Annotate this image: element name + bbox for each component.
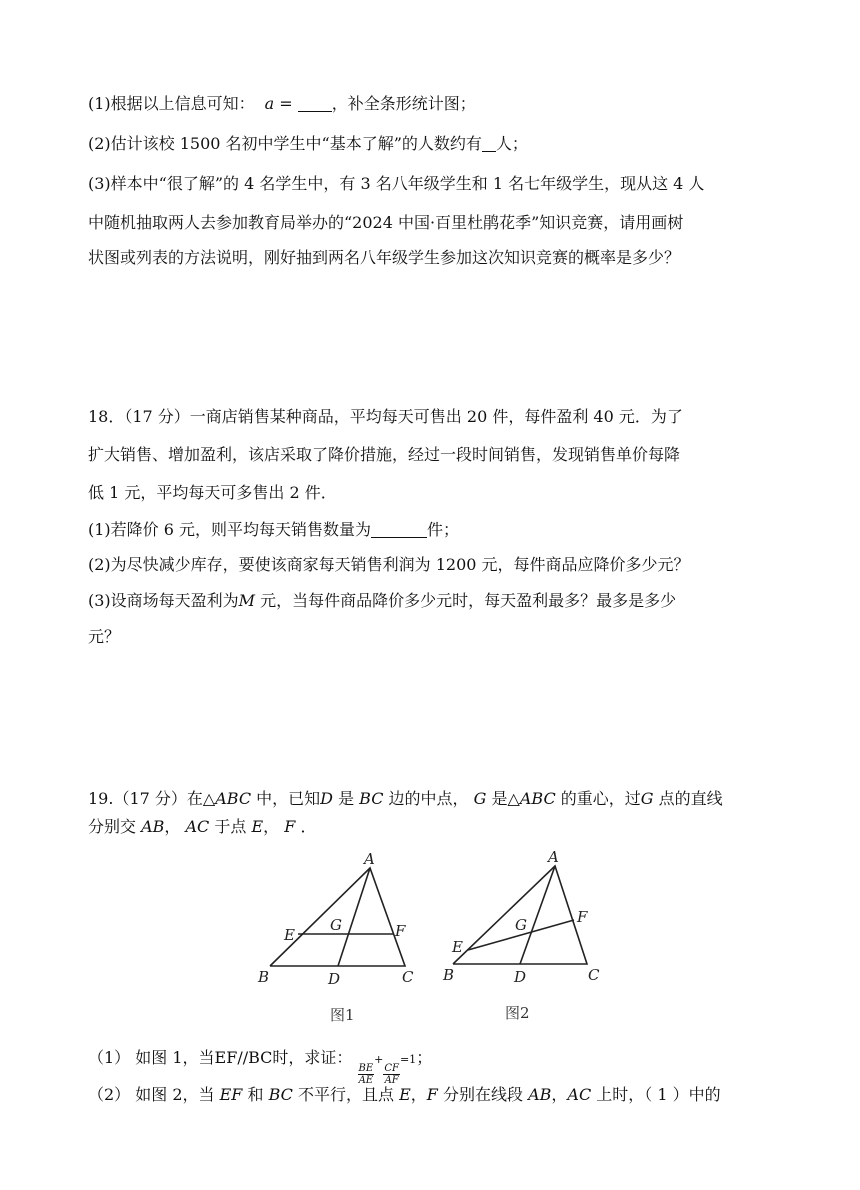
fig1-label-c: C	[402, 968, 414, 986]
fig2-label-a: A	[548, 848, 559, 866]
q17-part2: (2)估计该校 1500 名初中学生中“基本了解”的人数约有 人；	[88, 134, 528, 153]
answer-blank-count[interactable]	[482, 133, 496, 152]
fig2-label-f: F	[577, 908, 588, 926]
fig1-caption: 图1	[330, 1006, 355, 1024]
figure-2	[453, 866, 587, 964]
q17-part3-line3: 状图或列表的方法说明，刚好抽到两名八年级学生参加这次知识竞赛的概率是多少？	[88, 248, 681, 267]
fig2-label-d: D	[514, 968, 527, 986]
fig2-median-ad	[520, 866, 555, 964]
q19-part2: （2） 如图 2，当 EF 和 BC 不平行，且点 E，F 分别在线段 AB，AC 上时，（ 1 ）中的	[88, 1085, 721, 1104]
fig1-label-f: F	[395, 922, 406, 940]
q18-stem-line3: 低 1 元，平均每天可多售出 2 件．	[88, 483, 337, 502]
fraction-be-ae: $\frac{BE}{AE}$	[358, 1063, 374, 1086]
fig2-label-c: C	[588, 966, 600, 984]
triangle-figures	[250, 848, 610, 1033]
fraction-cf-af: $\frac{CF}{AF}$	[384, 1063, 399, 1086]
q17-part1: (1)根据以上信息可知： a = ，补全条形统计图；	[88, 94, 476, 113]
q18-stem-line2: 扩大销售、增加盈利，该店采取了降价措施，经过一段时间销售，发现销售单价每降	[88, 445, 681, 464]
fig2-label-e: E	[452, 938, 463, 956]
answer-blank-quantity[interactable]	[371, 519, 427, 538]
q18-part1: (1)若降价 6 元，则平均每天销售数量为 件；	[88, 520, 460, 539]
q18-part3-line2: 元？	[88, 627, 121, 646]
fig2-label-b: B	[443, 966, 455, 984]
answer-blank-a[interactable]	[298, 93, 332, 112]
fig1-label-e: E	[284, 926, 295, 944]
q18-stem-line1: 18．（17 分）一商店销售某种商品，平均每天可售出 20 件，每件盈利 40 元．为了	[88, 407, 683, 426]
q17-part3-line2: 中随机抽取两人去参加教育局举办的“2024 中国·百里杜鹃花季”知识竞赛，请用画树	[88, 213, 684, 232]
q18-part2: (2)为尽快减少库存，要使该商家每天销售利润为 1200 元，每件商品应降价多少元？	[88, 555, 690, 574]
fig2-label-g: G	[515, 916, 527, 934]
q19-part1: （1） 如图 1，当EF//BC时，求证： $\frac{BE}{AE}$ + $\frac{CF}{AF}$ =1；	[88, 1048, 433, 1086]
q19-stem-line1: 19.（17 分）在△ABC 中，已知D 是 BC 边的中点， G 是△ABC 的重心，过G 点的直线	[88, 789, 723, 808]
fig1-label-b: B	[258, 968, 270, 986]
q17-part3-line1: (3)样本中“很了解”的 4 名学生中，有 3 名八年级学生和 1 名七年级学生，现从这 4 人	[88, 174, 705, 193]
q19-stem-line2: 分别交 AB， AC 于点 E， F ．	[88, 817, 317, 836]
fig1-label-g: G	[330, 916, 342, 934]
fig1-label-a: A	[364, 850, 375, 868]
q18-part3: (3)设商场每天盈利为M 元，当每件商品降价多少元时，每天盈利最多？最多是多少	[88, 591, 677, 610]
fig1-label-d: D	[328, 970, 341, 988]
fig2-caption: 图2	[505, 1004, 530, 1022]
